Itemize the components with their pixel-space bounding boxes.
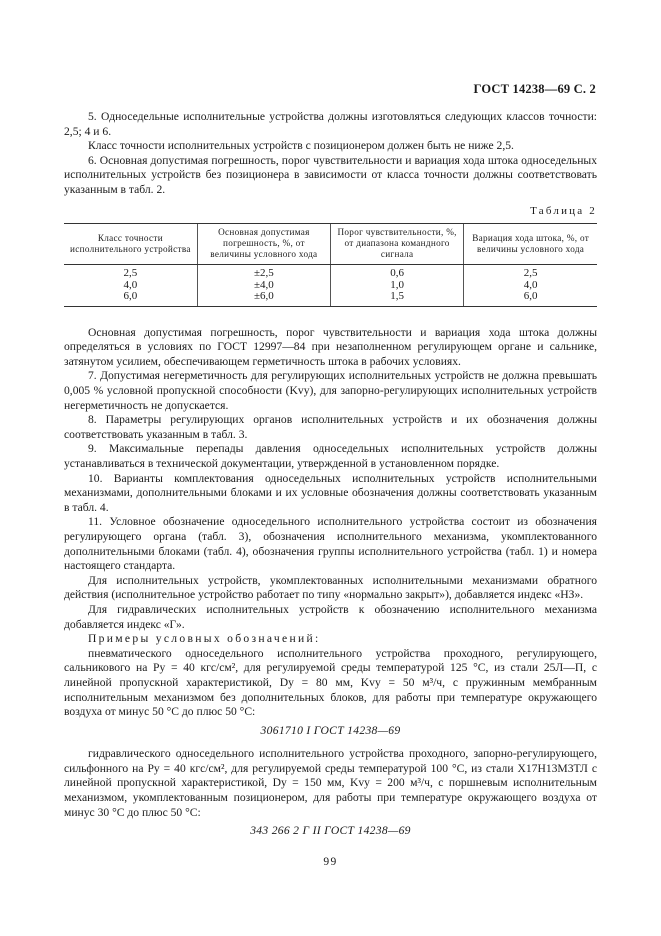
table-column-class (64, 265, 197, 307)
paragraph-8: 8. Параметры регулирующих органов исполнительных устройств и их обозначения должны соответствовать указанным в табл. 3. (64, 413, 597, 441)
paragraph-6: 6. Основная допустимая погрешность, порог чувствительности и вариация хода штока односедельных исполнительных устройств без позиционера в зависимости от класса точности должны соответствовать указанным в табл. 2. (64, 153, 597, 196)
table-cell: 6,0 (123, 290, 138, 303)
table-cell: ±6,0 (253, 290, 274, 303)
table-cell: 2,5 (523, 267, 538, 280)
table-cell: ±2,5 (253, 267, 274, 280)
page-number: 99 (323, 856, 338, 868)
paragraph-g-index: Для гидравлических исполнительных устройств к обозначению исполнительного механизма добавляется индекс «Г». (64, 602, 597, 631)
column-header: Порог чувствительности, %, от диапазона командного сигнала (331, 224, 464, 265)
table-header-row (64, 224, 597, 265)
column-header: Основная допустимая погрешность, %, от величины условного хода (197, 224, 330, 265)
paragraph-11: 11. Условное обозначение односедельного исполнительного устройства состоит из обозначения регулирующего органа (табл. 3), обозначения исполнительного механизма, укомплектованного дополнительными блоками (табл. 4), обозначения группы исполнительного устройства (табл. 1) и номера настоящего стандарта. (64, 515, 597, 573)
table-column-variation (464, 265, 597, 307)
table-cell: 2,5 (123, 267, 138, 280)
table-2 (64, 223, 597, 307)
paragraph-conditions: Основная допустимая погрешность, порог чувствительности и вариация хода штока должны определяться в условиях по ГОСТ 12997—84 при незаполненном регулирующем органе и сальнике, затянутом усилием, обеспечивающем герметичность штока в рабочих условиях. (64, 325, 597, 368)
example-2-text: гидравлического односедельного исполнительного устройства проходного, запорно-регулирующего, сильфонного на Py = 40 кгс/см², для регулируемой среды температурой 100 °С, из стали Х17Н13М3ТЛ с линейной пропускной характеристикой, Dy = 150 мм, Kvy = 200 м³/ч, с поршневым исполнительным механизмом, укомплектованным позиционером, для работы при температуре окружающего воздуха от минус 30 °С до плюс 50 °С: (64, 747, 597, 819)
examples-heading: Примеры условных обозначений: (88, 632, 321, 646)
paragraph-5: 5. Односедельные исполнительные устройства должны изготовляться следующих классов точности: 2,5; 4 и 6. (64, 110, 597, 138)
table-cell: 4,0 (523, 278, 538, 291)
table-cell: 6,0 (523, 290, 538, 303)
column-header: Класс точности исполнительного устройства (64, 224, 197, 265)
table-cell: ±4,0 (253, 278, 274, 291)
example-1-text: пневматического односедельного исполнительного устройства проходного, регулирующего, сальникового на Py = 40 кгс/см², для регулируемой среды температурой 125 °С, из стали 25Л—П, с линейной пропускной характеристикой, Dy = 80 мм, Kvy = 50 м³/ч, с пружинным мембранным исполнительным механизмом без дополнительных блоков, для работы при температуре окружающего воздуха от минус 50 °С до плюс 50 °С: (64, 646, 597, 719)
section-after-table (64, 326, 597, 839)
example-2-designation: 343 266 2 Г II ГОСТ 14238—69 (250, 824, 411, 838)
example-1-designation: 3061710 I ГОСТ 14238—69 (260, 723, 401, 737)
table-cell: 1,5 (390, 290, 404, 303)
column-header: Вариация хода штока, %, от величины условного хода (464, 224, 597, 265)
table-column-error (197, 265, 330, 307)
paragraph-7: 7. Допустимая негерметичность для регулирующих исполнительных устройств не должна превышать 0,005 % условной пропускной способности (Kvy), для запорно-регулирующих исполнительных устройств негерметичность не допускается. (64, 369, 597, 412)
table-cell: 1,0 (390, 278, 404, 291)
table-cell: 4,0 (123, 278, 138, 291)
page-header: ГОСТ 14238—69 С. 2 (473, 82, 596, 96)
document-body (64, 110, 597, 848)
table-caption: Таблица 2 (530, 204, 597, 217)
paragraph-nz-index: Для исполнительных устройств, укомплектованных исполнительными механизмами обратного действия (исполнительное устройство работает по типу «нормально закрыт»), добавляется индекс «НЗ». (64, 573, 597, 602)
table-body (64, 265, 597, 307)
paragraph-9: 9. Максимальные перепады давления односедельных исполнительных устройств должны устанавливаться в технической документации, утвержденной в установленном порядке. (64, 442, 597, 470)
table-cell: 0,6 (390, 267, 404, 280)
paragraph-accuracy-positioner: Класс точности исполнительных устройств с позиционером должен быть не ниже 2,5. (88, 139, 514, 153)
table-column-threshold (331, 265, 464, 307)
paragraph-10: 10. Варианты комплектования односедельных исполнительных устройств исполнительными механизмами, дополнительными блоками и их условные обозначения должны соответствовать указанным в табл. 4. (64, 471, 597, 514)
